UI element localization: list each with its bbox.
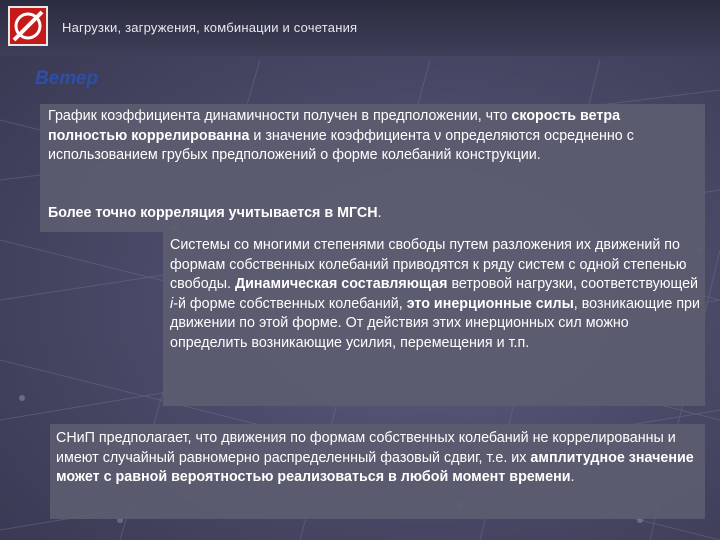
paragraph-systems-text-3: -й форме собственных колебаний, bbox=[173, 295, 407, 312]
paragraph-systems-text-2: ветровой нагрузки, соответствующей bbox=[447, 276, 699, 292]
logo-icon bbox=[8, 6, 48, 46]
paragraph-mgsn bbox=[48, 204, 698, 224]
paragraph-systems-text-4: , возникающие при движении по этой форме. От действия этих инерционных сил можно определить возникающие усилия, перемещения и т.п. bbox=[170, 295, 700, 351]
paragraph-mgsn-bold: Более точно корреляция учитывается в МГСН bbox=[48, 205, 378, 221]
paragraph-intro-text-2: и значение коэффициента ν определяются осредненно с использованием грубых предположений о форме колебаний конструкции. bbox=[48, 127, 634, 163]
paragraph-systems bbox=[170, 236, 700, 353]
paragraph-mgsn-end: . bbox=[377, 205, 382, 221]
paragraph-intro-bold: скорость ветра полностью коррелированна bbox=[48, 108, 621, 144]
paragraph-snip-text-2: . bbox=[570, 469, 575, 485]
paragraph-systems-bold-1: Динамическая составляющая bbox=[234, 276, 448, 292]
paragraph-snip-bold: амплитудное значение может с равной вероятностью реализоваться в любой момент времени bbox=[56, 449, 694, 485]
section-title: Ветер bbox=[35, 68, 99, 89]
paragraph-systems-text-1: Системы со многими степенями свободы путем разложения их движений по формам собственных колебаний приводятся к ряду систем с одной степенью свободы. bbox=[170, 237, 687, 292]
paragraph-intro bbox=[48, 107, 698, 166]
paragraph-systems-bold-2: это инерционные силы bbox=[406, 295, 574, 312]
paragraph-snip-text-1: СНиП предполагает, что движения по формам собственных колебаний не коррелированны и имеют случайный равномерно распределенный фазовый сдвиг, т.е. их bbox=[56, 430, 676, 466]
paragraph-systems-italic: i bbox=[170, 295, 174, 312]
paragraph-snip bbox=[56, 429, 701, 488]
header-title: Нагрузки, загружения, комбинации и сочетания bbox=[62, 20, 358, 35]
paragraph-intro-text-1: График коэффициента динамичности получен в предположении, что bbox=[48, 108, 512, 124]
